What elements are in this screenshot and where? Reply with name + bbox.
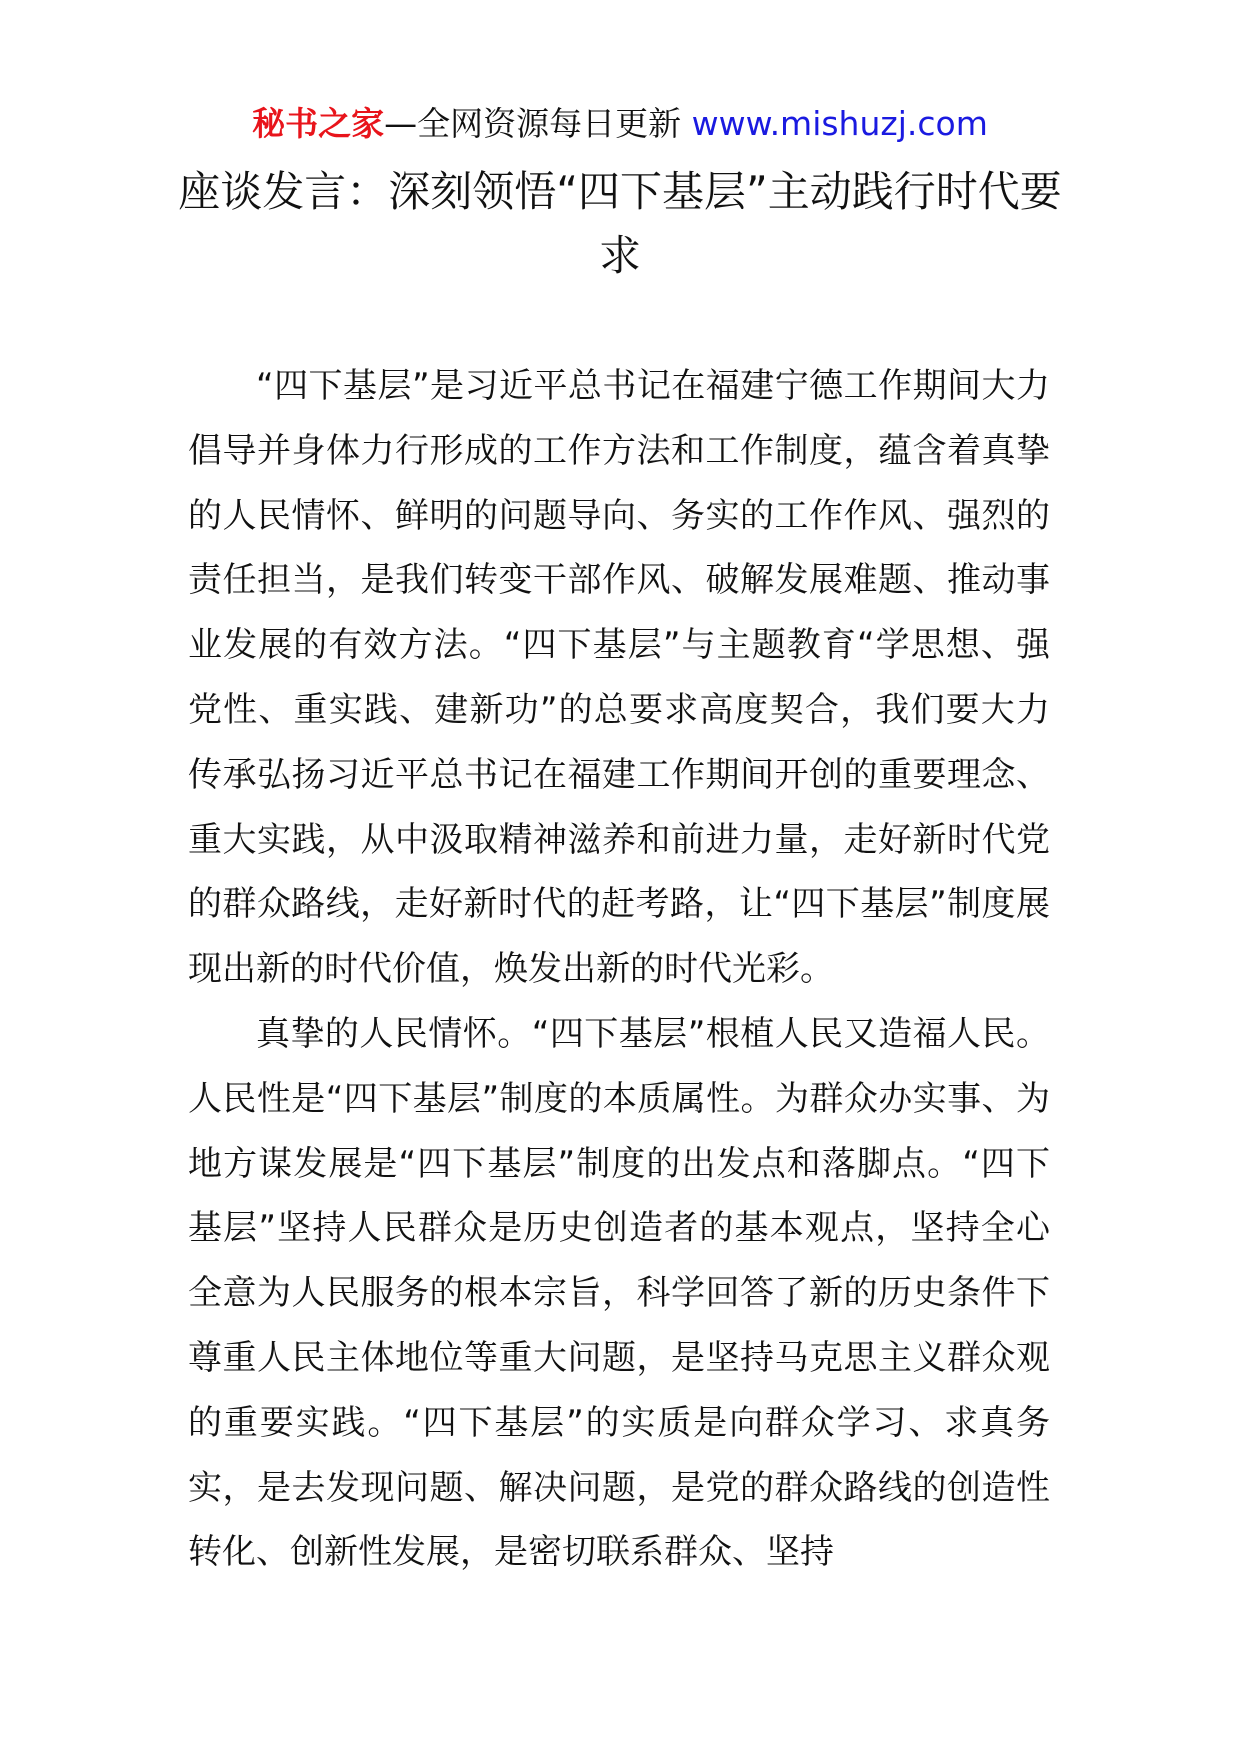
brand-name: 秘书之家 (252, 104, 385, 143)
document-title: 座谈发言：深刻领悟“四下基层”主动践行时代要求 (178, 167, 1062, 280)
site-header (0, 100, 1240, 148)
site-url-link[interactable]: www.mishuzj.com (691, 104, 988, 143)
header-slogan: —全网资源每日更新 (384, 104, 692, 143)
document-body (188, 354, 1050, 1585)
paragraph-people-sentiment: 真挚的人民情怀。“四下基层”根植人民又造福人民。人民性是“四下基层”制度的本质属性。为群众办实事、为地方谋发展是“四下基层”制度的出发点和落脚点。“四下基层”坚持人民群众是历史创造者的基本观点，坚持全心全意为人民服务的根本宗旨，科学回答了新的历史条件下尊重人民主体地位等重大问题，是坚持马克思主义群众观的重要实践。“四下基层”的实质是向群众学习、求真务实，是去发现问题、解决问题，是党的群众路线的创造性转化、创新性发展，是密切联系群众、坚持 (188, 1013, 1050, 1573)
paragraph-intro: “四下基层”是习近平总书记在福建宁德工作期间大力倡导并身体力行形成的工作方法和工作制度，蕴含着真挚的人民情怀、鲜明的问题导向、务实的工作作风、强烈的责任担当，是我们转变干部作风、破解发展难题、推动事业发展的有效方法。“四下基层”与主题教育“学思想、强党性、重实践、建新功”的总要求高度契合，我们要大力传承弘扬习近平总书记在福建工作期间开创的重要理念、重大实践，从中汲取精神滋养和前进力量，走好新时代党的群众路线，走好新时代的赶考路，让“四下基层”制度展现出新的时代价值，焕发出新的时代光彩。 (188, 366, 1050, 990)
